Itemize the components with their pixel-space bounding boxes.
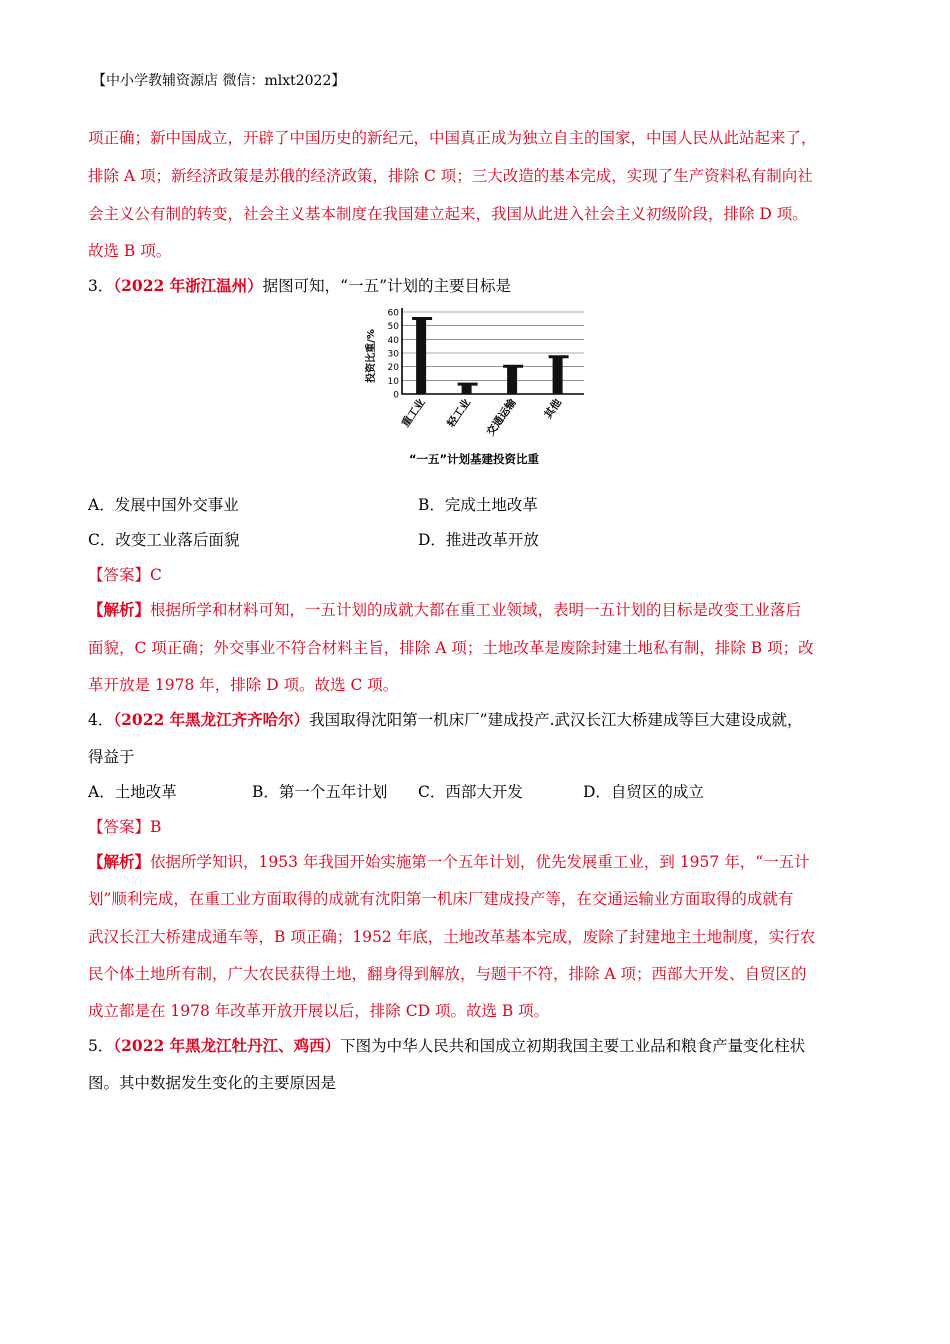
q4-analysis-line-1 xyxy=(88,852,810,872)
option-d[interactable]: D．推进改革开放 xyxy=(418,531,539,549)
x-tick-label: 交通运输 xyxy=(484,396,519,439)
question-text: 据图可知，“一五”计划的主要目标是 xyxy=(262,277,512,295)
question-4-stem-line-2: 得益于 xyxy=(88,748,135,766)
y-tick-label: 0 xyxy=(393,390,399,401)
option-a[interactable]: A．土地改革 xyxy=(88,783,177,801)
q2-analysis-line-2: 排除 A 项；新经济政策是苏俄的经济政策，排除 C 项；三大改造的基本完成，实现了生产资料私有制向社 xyxy=(88,167,813,185)
question-number: 5． xyxy=(88,1037,114,1055)
question-text: 下图为中华人民共和国成立初期我国主要工业品和粮食产量变化柱状 xyxy=(340,1037,806,1055)
y-axis-label: 投资比重/% xyxy=(366,329,377,383)
option-b[interactable]: B．完成土地改革 xyxy=(418,496,538,514)
question-5-stem-line-2: 图。其中数据发生变化的主要原因是 xyxy=(88,1074,337,1092)
q4-analysis-line-3: 武汉长江大桥建成通车等，B 项正确；1952 年底，土地改革基本完成，废除了封建地主土地制度，实行农 xyxy=(88,928,816,946)
question-text: 我国取得沈阳第一机床厂”建成投产.武汉长江大桥建成等巨大建设成就， xyxy=(309,711,803,729)
bar-重工业 xyxy=(416,317,426,394)
bar-其他 xyxy=(553,356,563,394)
question-number: 4． xyxy=(88,711,114,729)
y-tick-label: 40 xyxy=(387,335,399,346)
x-tick-label: 轻工业 xyxy=(445,396,474,430)
q4-analysis-line-4: 民个体土地所有制，广大农民获得土地，翻身得到解放，与题干不符，排除 A 项；西部大开发、自贸区的 xyxy=(88,965,807,983)
y-tick-label: 60 xyxy=(387,308,399,319)
question-source: （2022 年浙江温州） xyxy=(113,276,263,295)
y-tick-label: 30 xyxy=(387,349,399,360)
q4-analysis-line-5: 成立都是在 1978 年改革开放开展以后，排除 CD 项。故选 B 项。 xyxy=(88,1002,550,1020)
q4-analysis-line-2: 划”顺利完成，在重工业方面取得的成就有沈阳第一机床厂建成投产等，在交通运输业方面取得的成就有 xyxy=(88,890,794,908)
analysis-text: 根据所学和材料可知，一五计划的成就大都在重工业领域，表明一五计划的目标是改变工业落后 xyxy=(150,601,802,619)
q3-analysis-line-3: 革开放是 1978 年，排除 D 项。故选 C 项。 xyxy=(88,676,399,694)
investment-bar-chart xyxy=(358,298,590,474)
option-c[interactable]: C．西部大开发 xyxy=(418,783,523,801)
analysis-label: 【解析】 xyxy=(88,852,151,871)
y-tick-label: 20 xyxy=(387,363,399,374)
chart-bars xyxy=(412,317,569,394)
option-a[interactable]: A．发展中国外交事业 xyxy=(88,496,239,514)
q3-analysis-line-1 xyxy=(88,600,801,620)
y-tick-label: 50 xyxy=(387,322,399,333)
chart-title: “一五”计划基建投资比重 xyxy=(408,452,540,466)
q2-analysis-line-3: 会主义公有制的转变，社会主义基本制度在我国建立起来，我国从此进入社会主义初级阶段，排除 D 项。 xyxy=(88,205,808,223)
q3-analysis-line-2: 面貌，C 项正确；外交事业不符合材料主旨，排除 A 项；土地改革是废除封建土地私有制，排除 B 项；改 xyxy=(88,639,814,657)
q2-analysis-line-1: 项正确；新中国成立，开辟了中国历史的新纪元，中国真正成为独立自主的国家，中国人民从此站起来了， xyxy=(88,129,817,147)
question-source: （2022 年黑龙江齐齐哈尔） xyxy=(113,710,310,729)
analysis-label: 【解析】 xyxy=(88,600,151,619)
question-3-stem xyxy=(88,276,511,296)
question-5-stem xyxy=(88,1036,805,1056)
x-tick-label: 重工业 xyxy=(399,396,428,430)
option-c[interactable]: C．改变工业落后面貌 xyxy=(88,531,240,549)
option-b[interactable]: B．第一个五年计划 xyxy=(252,783,388,801)
q3-answer: 【答案】C xyxy=(88,566,162,584)
question-source: （2022 年黑龙江牡丹江、鸡西） xyxy=(113,1036,341,1055)
bar-交通运输 xyxy=(507,365,517,394)
question-4-stem xyxy=(88,710,803,730)
analysis-text: 依据所学知识，1953 年我国开始实施第一个五年计划，优先发展重工业，到 1957 年，“一五计 xyxy=(150,853,810,871)
q2-analysis-line-4: 故选 B 项。 xyxy=(88,242,172,260)
y-tick-label: 10 xyxy=(387,376,399,387)
page-header: 【中小学教辅资源店 微信：mlxt2022】 xyxy=(92,73,346,89)
x-tick-label: 其他 xyxy=(542,396,565,421)
question-number: 3． xyxy=(88,277,114,295)
q4-answer: 【答案】B xyxy=(88,818,162,836)
x-axis-labels xyxy=(399,396,565,438)
option-d[interactable]: D．自贸区的成立 xyxy=(583,783,704,801)
